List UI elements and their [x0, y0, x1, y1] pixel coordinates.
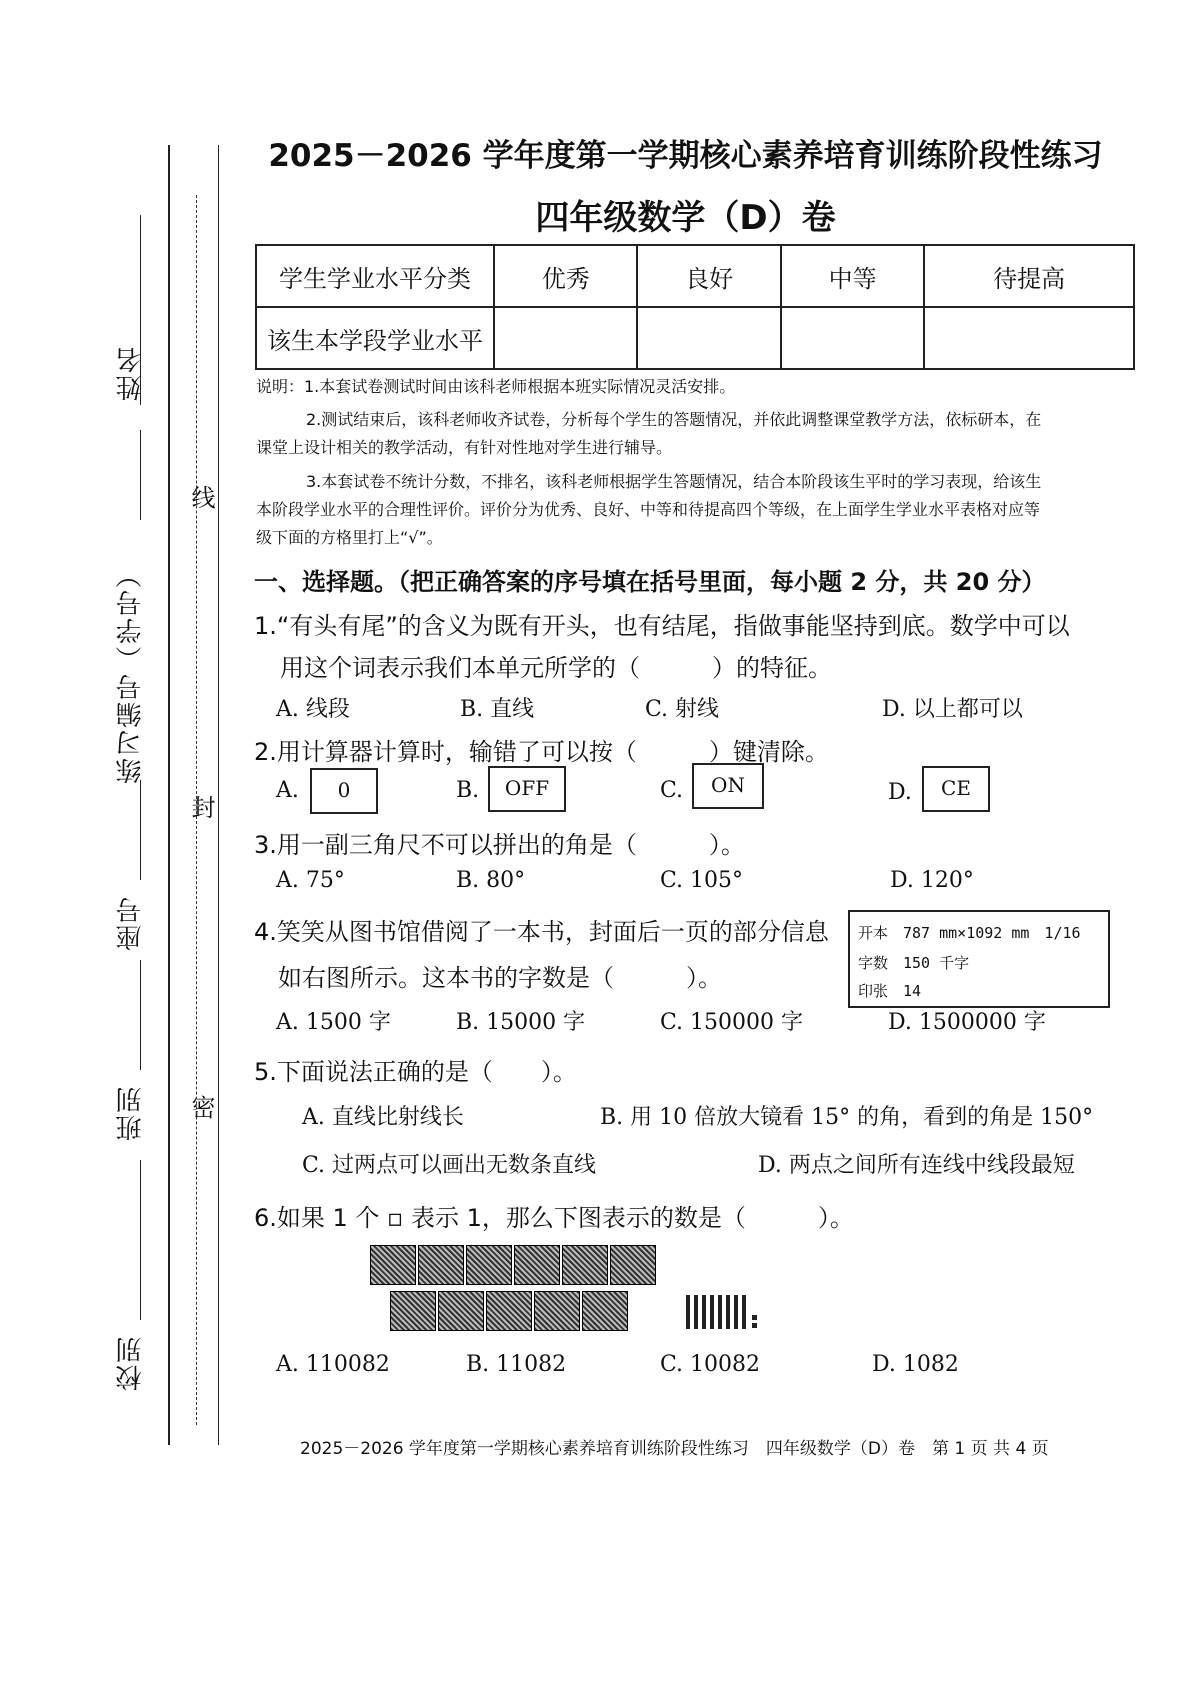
- q5-option-d[interactable]: D. 两点之间所有连线中线段最短: [758, 1153, 1075, 1178]
- class-label: 班别: [116, 1085, 146, 1141]
- q3-option-b[interactable]: B. 80°: [456, 868, 526, 893]
- secret-char: 密: [187, 1095, 215, 1119]
- seal-dash-line: [196, 195, 197, 1425]
- q6-option-d[interactable]: D. 1082: [872, 1352, 959, 1377]
- levels-category-label: 学生学业水平分类: [256, 245, 494, 307]
- thousand-cube: [390, 1291, 436, 1331]
- ten-rod: [702, 1295, 706, 1329]
- q2-key-0: 0: [310, 768, 378, 814]
- note-1: 说明：1.本套试卷测试时间由该科老师根据本班实际情况灵活安排。: [256, 377, 736, 396]
- name-label: 姓名: [116, 345, 146, 401]
- note-3c: 级下面的方格里打上“√”。: [256, 528, 443, 547]
- exam-title: 2025－2026 学年度第一学期核心素养培育训练阶段性练习: [268, 138, 1103, 174]
- q2-key-off: OFF: [488, 766, 566, 812]
- thousand-cube: [562, 1245, 608, 1285]
- q6-option-a[interactable]: A. 110082: [276, 1352, 390, 1377]
- level-improve: 待提高: [924, 245, 1134, 307]
- exam-subtitle: 四年级数学（D）卷: [535, 198, 836, 238]
- q2-option-b-letter[interactable]: B.: [456, 778, 480, 803]
- q4-line1: 4.笑笑从图书馆借阅了一本书，封面后一页的部分信息: [254, 918, 829, 946]
- thousand-cube: [466, 1245, 512, 1285]
- q6-blocks-figure: [370, 1245, 790, 1345]
- q5-stem: 5.下面说法正确的是（ ）。: [254, 1058, 577, 1086]
- q4-option-b[interactable]: B. 15000 字: [456, 1010, 586, 1035]
- q4-info-words: 字数 150 千字: [858, 954, 970, 972]
- q1-option-c[interactable]: C. 射线: [645, 697, 720, 722]
- name-blank-line: [140, 215, 141, 405]
- level-medium: 中等: [781, 245, 924, 307]
- thousand-cube: [514, 1245, 560, 1285]
- q3-option-a[interactable]: A. 75°: [276, 868, 345, 893]
- check-cell-medium[interactable]: [781, 307, 924, 369]
- levels-header-row: [256, 245, 1134, 307]
- q5-option-c[interactable]: C. 过两点可以画出无数条直线: [302, 1153, 597, 1178]
- ten-rod: [742, 1295, 746, 1329]
- q3-option-d[interactable]: D. 120°: [890, 868, 974, 893]
- ten-rod: [718, 1295, 722, 1329]
- q6-option-c[interactable]: C. 10082: [660, 1352, 761, 1377]
- ten-rod: [734, 1295, 738, 1329]
- q2-stem: 2.用计算器计算时，输错了可以按（ ）键清除。: [254, 738, 829, 766]
- ten-rod: [726, 1295, 730, 1329]
- note-3b: 本阶段学业水平的合理性评价。评价分为优秀、良好、中等和待提高四个等级，在上面学生学业水平表格对应等: [256, 500, 1041, 519]
- q4-info-format: 开本 787 mm×1092 mm 1/16: [858, 924, 1081, 942]
- seal-char: 封: [187, 795, 215, 819]
- q4-line2: 如右图所示。这本书的字数是（ ）。: [278, 964, 722, 992]
- thousand-cube: [418, 1245, 464, 1285]
- q1-line2: 用这个词表示我们本单元所学的（ ）的特征。: [280, 654, 832, 682]
- school-blank-line: [140, 1160, 141, 1320]
- thousand-cube: [582, 1291, 628, 1331]
- q3-option-c[interactable]: C. 105°: [660, 868, 744, 893]
- section-1-heading: 一、选择题。（把正确答案的序号填在括号里面，每小题 2 分，共 20 分）: [254, 568, 1046, 596]
- binding-line-outer: [168, 145, 170, 1445]
- thousand-cube: [438, 1291, 484, 1331]
- q4-info-sheets: 印张 14: [858, 982, 922, 1000]
- thousand-cube: [610, 1245, 656, 1285]
- q4-option-a[interactable]: A. 1500 字: [276, 1010, 391, 1035]
- class-blank-line: [140, 960, 141, 1070]
- q1-option-d[interactable]: D. 以上都可以: [882, 697, 1023, 722]
- q5-option-b[interactable]: B. 用 10 倍放大镜看 15° 的角，看到的角是 150°: [600, 1105, 1094, 1130]
- q6-stem: 6.如果 1 个 ▫ 表示 1，那么下图表示的数是（ ）。: [254, 1204, 854, 1232]
- q2-option-a-letter[interactable]: A.: [276, 778, 299, 803]
- thousand-cube: [534, 1291, 580, 1331]
- id-blank-line: [140, 430, 141, 520]
- levels-table: [255, 244, 1135, 370]
- q1-line1: 1.“有头有尾”的含义为既有开头，也有结尾，指做事能坚持到底。数学中可以: [254, 612, 1070, 640]
- check-cell-good[interactable]: [637, 307, 780, 369]
- check-cell-improve[interactable]: [924, 307, 1134, 369]
- ten-rod: [710, 1295, 714, 1329]
- note-2b: 课堂上设计相关的教学活动，有针对性地对学生进行辅导。: [256, 438, 673, 457]
- ten-rod: [694, 1295, 698, 1329]
- check-cell-excellent[interactable]: [494, 307, 637, 369]
- q2-key-ce: CE: [922, 766, 990, 812]
- id-label: 练习编号（学号）: [116, 560, 146, 784]
- q1-option-a[interactable]: A. 线段: [276, 697, 350, 722]
- seat-blank-line: [140, 780, 141, 880]
- ten-rod: [686, 1295, 690, 1329]
- seat-label: 座号: [116, 895, 146, 951]
- note-2a: 2.测试结束后，该科老师收齐试卷，分析每个学生的答题情况，并依此调整课堂教学方法，依标研本，在: [306, 410, 1042, 429]
- page-footer: 2025－2026 学年度第一学期核心素养培育训练阶段性练习 四年级数学（D）卷 第 1 页 共 4 页: [300, 1439, 1049, 1459]
- q4-option-d[interactable]: D. 1500000 字: [888, 1010, 1046, 1035]
- unit-cube: [752, 1315, 757, 1320]
- q4-option-c[interactable]: C. 150000 字: [660, 1010, 804, 1035]
- q5-option-a[interactable]: A. 直线比射线长: [302, 1105, 464, 1130]
- q6-option-b[interactable]: B. 11082: [466, 1352, 567, 1377]
- level-good: 良好: [637, 245, 780, 307]
- unit-cube: [752, 1323, 757, 1328]
- line-char: 线: [187, 485, 215, 509]
- q4-book-info-box: [848, 910, 1110, 1008]
- level-excellent: 优秀: [494, 245, 637, 307]
- q3-stem: 3.用一副三角尺不可以拼出的角是（ ）。: [254, 831, 745, 859]
- school-label: 校别: [116, 1335, 146, 1391]
- q1-option-b[interactable]: B. 直线: [460, 697, 535, 722]
- note-3a: 3.本套试卷不统计分数，不排名，该科老师根据学生答题情况，结合本阶段该生平时的学习表现，给该生: [306, 472, 1042, 491]
- thousand-cube: [370, 1245, 416, 1285]
- levels-checkbox-row: [256, 307, 1134, 369]
- q2-option-c-letter[interactable]: C.: [660, 778, 684, 803]
- student-level-label: 该生本学段学业水平: [256, 307, 494, 369]
- thousand-cube: [486, 1291, 532, 1331]
- q2-key-on: ON: [692, 763, 764, 809]
- q2-option-d-letter[interactable]: D.: [888, 780, 912, 805]
